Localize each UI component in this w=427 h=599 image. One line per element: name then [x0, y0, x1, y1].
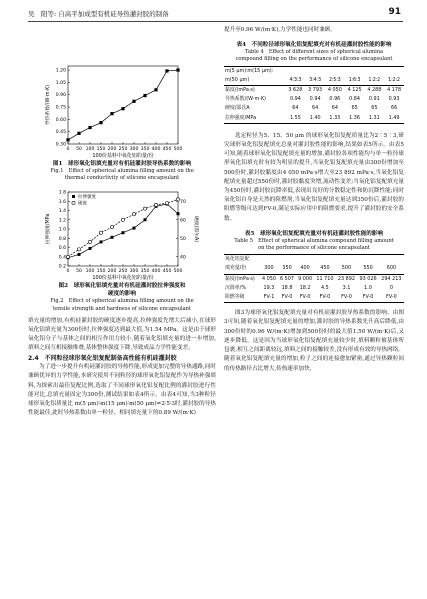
hardness-point	[99, 232, 102, 235]
fig1-caption-en-1: Fig.1 Effect of spherical alumina filling amount on the	[50, 168, 194, 174]
table-cell: 18.2	[299, 284, 311, 291]
x-tick-label: 150	[96, 147, 106, 152]
data-point	[121, 107, 124, 110]
table-cell: 4 125	[347, 87, 362, 94]
y-tick-label: 0.90	[55, 93, 66, 99]
x-tick-label: 450	[162, 147, 172, 152]
x-tick-label: 200	[107, 147, 117, 152]
y-tick-label: 0.60	[55, 117, 66, 123]
legend-marker-tensile	[72, 195, 75, 198]
tensile-point	[111, 236, 114, 239]
table5-title-cn: 表5 球形氧化铝复配填充量对有机硅灌封胶性能的影响	[244, 230, 384, 237]
hardness-point	[165, 202, 168, 205]
data-point	[99, 121, 102, 124]
x-tick-label: 100	[85, 147, 95, 152]
tensile-point	[122, 232, 125, 235]
table-cell: 19.3	[263, 284, 275, 291]
plot-frame	[68, 66, 178, 144]
figure-2-chart	[28, 186, 216, 282]
x-tick-label: 350	[140, 269, 150, 275]
table4-col: 1∶6∶3	[345, 76, 365, 86]
x-tick-label: 50	[76, 147, 82, 152]
hardness-point	[77, 248, 80, 251]
table-cell: 11 710	[316, 275, 334, 282]
table-5	[224, 254, 404, 303]
fig2-caption-en-2: tensile strength and hardness of silicone encapsulant	[52, 305, 192, 312]
right-column	[224, 26, 404, 374]
x-tick-label: 0	[66, 147, 70, 152]
data-point	[176, 69, 179, 72]
fig2-caption-cn-1: 图2 球形氧化铝填充量对有机硅灌封胶拉伸强度和	[58, 283, 186, 290]
table-4	[224, 66, 404, 124]
table-row	[224, 86, 404, 96]
left-paragraph-1: 填充量的增加,有机硅灌封胶的硬度逐步提高,拉伸强度先增大后减小,在球形氧化铝填充量为300份时,拉伸强度达到最大值,为1.54 MPa。这是由于球形氧化铝分子与基体之间的相互作用力较小,随着氧化铝填充量的进一步增加,填料之间互相接触堆叠,基体整体强度下降,导致成品力学性能变差。	[28, 317, 216, 352]
table-cell: 0.94	[289, 96, 301, 103]
table-cell: 9 000	[298, 275, 313, 282]
tensile-line	[68, 204, 178, 258]
table-cell: 0.96	[329, 96, 341, 103]
y-right-tick-label: 60	[180, 218, 186, 224]
table-cell: 1.55	[289, 114, 301, 121]
right-paragraph-bottom: 图3为球形氧化铝复配填充量对有机硅灌封胶导热系数的影响。由图3可知,随着氧化铝复配填充量的增加,灌封胶的导热系数先升高后降低,由300份时的0.96 W/(m·K)增加到500份时的最大值1.50 W/(m·K)后,又逐步降低。这是因为当球形氧化铝复配填充量较少时,填料颗粒被基体所包裹,相互之间距离较远,填料之间的接触较差,没有形成有效的导热网络。随着氧化铝复配填充量的增加,粒子之间的连接愈加紧密,通过导热颗粒间的传热路径占比增大,传热速率加快,	[224, 310, 404, 372]
section-heading-2-4: 2.4 不同粒径球形氧化铝复配制备高性能有机硅灌封胶	[28, 354, 177, 362]
table-cell: 0.84	[349, 96, 361, 103]
table-cell: 64	[331, 105, 338, 112]
table4-row-label: 拉伸强度/MPa	[225, 114, 257, 121]
y-left-axis-label: 拉伸强度/MPa	[46, 214, 51, 245]
hardness-point	[176, 198, 179, 201]
hardness-point	[121, 219, 124, 222]
table-cell: 0	[389, 284, 393, 291]
table-cell: 294 213	[381, 275, 402, 282]
data-point	[143, 94, 146, 97]
table-row	[224, 284, 404, 293]
y-tick-label: 1.05	[55, 80, 66, 86]
table4-title-en-1: Table 4 Effect of different sizes of spherical alumina	[244, 49, 384, 56]
table5-head-2: 填充量/份	[224, 264, 260, 274]
right-paragraph-mid: 选定粒径为5、15、50 μm 的球形氧化铝复配质量比为2∶5∶3,研究球形氧化铝复配填充总量对灌封胶性能的影响,结果如表5所示。由表5可知,随着球形氧化铝复配填充量的增加,灌封胶各项性能均与单一粒径球形氧化铝填充时有较为明显的提升,当氧化铝复配填充量由300份增加至500份时,灌封胶黏度由4 050 mPa·s增大至23 892 mPa·s,当氧化铝复配填充量超过550份时,灌封胶黏度突增,流动性变差;当氧化铝复配填充量为450份时,灌封胶沉降率低,表现出良好的分散稳定性和防沉降性能;同时氧化铝自身是天然的阻燃剂,当氧化铝复配填充量达到350份后,灌封胶的阻燃等级可达到FV-0,满足实际应用中的阻燃要求,提升了灌封胶的安全系数。	[224, 132, 404, 222]
x-tick-label: 200	[107, 269, 117, 275]
fig2-caption-cn-2: 硬度的影响	[108, 291, 136, 298]
y-left-tick-label: 1.4	[58, 209, 66, 215]
table-row	[224, 293, 404, 303]
table-cell: 64	[292, 105, 299, 112]
table-cell: FV-1	[263, 294, 275, 301]
table-cell: FV-0	[362, 294, 374, 301]
table4-row-label: 导热系数/(W·m·K)	[225, 96, 266, 103]
x-tick-label: 500	[173, 147, 183, 152]
table-cell: 4 288	[367, 87, 382, 94]
x-tick-label: 300	[129, 269, 139, 275]
hardness-point	[132, 213, 135, 216]
data-point	[132, 100, 135, 103]
y-left-tick-label: 1.0	[58, 227, 66, 233]
data-point	[88, 126, 91, 129]
table5-col: 550	[357, 264, 379, 274]
table4-col: 1∶2∶2	[364, 76, 384, 86]
table-cell: 65	[351, 105, 358, 112]
left-column	[28, 60, 216, 418]
y-tick-label: 1.20	[55, 68, 66, 74]
hardness-line	[68, 200, 178, 257]
x-tick-label: 100	[85, 269, 95, 275]
table5-title-en-2: on the performance of silicone encapsulant	[258, 245, 370, 252]
hardness-point	[154, 204, 157, 207]
table-cell: 66	[390, 105, 398, 112]
y-right-axis-label: 硬度(邵尔A)	[193, 216, 198, 243]
table-cell: 3.1	[342, 284, 351, 291]
y-right-tick-label: 40	[180, 255, 186, 261]
tensile-point	[133, 227, 136, 230]
table-cell: 65	[371, 105, 378, 112]
x-tick-label: 300	[129, 147, 139, 152]
x-tick-label: 0	[66, 269, 70, 275]
data-point	[154, 88, 157, 91]
fig2-caption-en-1: Fig.2 Effect of spherical alumina filling amount on the	[50, 298, 194, 305]
x-axis-label: 100份基料中氧化铝的量/份	[92, 153, 154, 159]
table4-col: 3∶4∶3	[305, 76, 325, 86]
series-line	[68, 70, 178, 140]
tensile-point	[89, 247, 92, 250]
table-cell: 4 050	[327, 87, 342, 94]
legend-label-tensile: 拉伸强度	[78, 195, 96, 201]
fig1-caption-en-2: thermal conductivity of silicone encapsulant	[64, 175, 180, 182]
table5-col: 350	[278, 264, 296, 274]
table5-row-label: 沉降率/%	[225, 284, 246, 291]
hardness-point	[110, 226, 113, 229]
table4-col: 2∶5∶3	[325, 76, 345, 86]
figure-1-chart	[28, 60, 216, 160]
table4-head-2: m(50 μm)	[224, 76, 286, 86]
y-left-tick-label: 1.6	[58, 200, 66, 206]
x-tick-label: 500	[173, 269, 183, 275]
table5-row-label: 黏度/(mPa·s)	[225, 275, 255, 282]
table-cell: 1.0	[364, 284, 372, 291]
x-tick-label: 150	[96, 269, 106, 275]
x-tick-label: 250	[118, 147, 128, 152]
y-left-tick-label: 0.4	[58, 255, 66, 261]
table-cell: 1.33	[329, 114, 341, 121]
table-row	[224, 104, 404, 113]
table-cell: 93 026	[359, 275, 377, 282]
table-cell: 1.49	[388, 114, 400, 121]
y-left-tick-label: 1.2	[58, 218, 66, 224]
table-cell: 64	[312, 105, 319, 112]
table-cell: 4 178	[387, 87, 402, 94]
table-cell: FV-0	[281, 294, 293, 301]
right-paragraph-top: 提升至0.96 W/(m·K),力学性能也同时兼顾。	[224, 27, 336, 33]
tensile-point	[144, 219, 147, 222]
table-row	[224, 114, 404, 124]
table-row	[224, 95, 404, 104]
table-cell: 1.31	[368, 114, 380, 121]
running-title: 吴 阳等: 自高平加成型有机硅导热灌封胶的制备	[28, 10, 169, 18]
y-left-tick-label: 0.8	[58, 237, 66, 243]
table4-row-label: 硬度/邵氏A	[225, 105, 250, 112]
legend-label-hardness: 硬度	[78, 201, 87, 207]
page-number: 91	[388, 7, 401, 17]
x-tick-label: 50	[76, 269, 82, 275]
table4-row-label: 黏度/(mPa·s)	[225, 87, 255, 94]
x-tick-label: 350	[140, 147, 150, 152]
table4-title-en-2: compound filling on the performance of silicone encapsulant	[235, 56, 393, 63]
table-cell: 1.36	[349, 114, 361, 121]
y-tick-label: 0.30	[55, 142, 66, 148]
table-cell: FV-0	[386, 294, 397, 301]
y-right-tick-label: 50	[180, 237, 186, 243]
data-point	[165, 69, 168, 72]
table-cell: 0.93	[388, 96, 400, 103]
hardness-point	[88, 241, 91, 244]
table4-title-cn: 表4 不同粒径球形氧化铝复配填充对有机硅灌封胶性能的影响	[236, 42, 392, 49]
table4-col: 1∶2∶2	[384, 76, 404, 86]
x-tick-label: 400	[151, 269, 161, 275]
table-cell: 6 507	[280, 275, 295, 282]
table-cell: 0.94	[309, 96, 321, 103]
x-tick-label: 400	[151, 147, 161, 152]
y-axis-label: 导热系数/(W·m·K)	[46, 84, 51, 126]
y-left-tick-label: 0.6	[58, 246, 66, 252]
legend-marker-hardness	[72, 202, 75, 205]
table4-head-1: m(5 μm)∶m(15 μm)∶	[225, 67, 273, 74]
y-tick-label: 0.45	[55, 130, 66, 136]
tensile-point	[100, 241, 103, 244]
table-cell: 0.91	[368, 96, 380, 103]
table5-col: 450	[314, 264, 336, 274]
table5-col: 500	[336, 264, 358, 274]
table-cell: 4 050	[261, 275, 276, 282]
table5-title-en-1: Table 5 Effect of spherical alumina compound filling amount	[234, 237, 394, 244]
y-right-tick-label: 70	[180, 200, 186, 206]
x-tick-label: 450	[162, 269, 172, 275]
table-cell: 3 628	[288, 87, 303, 94]
table5-col: 300	[260, 264, 278, 274]
data-point	[110, 112, 113, 115]
table-cell: FV-0	[341, 294, 352, 301]
table-cell: 1.40	[309, 114, 321, 121]
x-axis-label: 100份基料中氧化铝的量/份	[92, 275, 154, 282]
tensile-point	[78, 253, 81, 256]
y-left-tick-label: 1.8	[58, 190, 66, 196]
table5-col: 400	[296, 264, 314, 274]
table-cell: 4.5	[321, 284, 329, 291]
table-cell: 23 892	[337, 275, 356, 282]
table5-head-1: 氧化铝复配	[225, 256, 250, 263]
y-left-tick-label: 0.2	[58, 264, 66, 270]
hardness-point	[143, 207, 146, 210]
tensile-point	[177, 213, 180, 216]
table5-col: 600	[379, 264, 404, 274]
left-paragraph-2: 为了进一步提升有机硅灌封胶的导热性能,形成更加完整的导热通路,同时兼顾优异的力学性能,本研究使用不同粒径的球形氧化铝复配作为导热补强填料,为探索出最佳复配比例,选取了不同球形氧化铝复配比例的灌封胶进行性能对比,总填充量固定为300份,测试结果如表4所示。由表4可知,当3种粒径球形氧化铝质量比 m(5 μm)∶m(15 μm)∶m(50 μm)=2∶5∶3时,灌封胶的导热性能最佳,此时导热系数由单一粒径、相同填充量下的0.89 W/(m·K)	[28, 364, 216, 417]
data-point	[77, 132, 80, 135]
table5-row-label: 阻燃等级	[225, 294, 245, 301]
fig1-caption-cn: 图1 球形氧化铝填充量对有机硅灌封胶导热系数的影响	[52, 161, 192, 167]
data-point	[66, 138, 69, 141]
x-tick-label: 250	[118, 269, 128, 275]
table-row	[224, 274, 404, 284]
table-cell: FV-0	[319, 294, 331, 301]
table-cell: 18.8	[281, 284, 293, 291]
running-header	[28, 7, 403, 22]
hardness-point	[66, 256, 69, 259]
table-cell: 3 793	[308, 87, 323, 94]
y-tick-label: 0.75	[55, 105, 66, 111]
table4-col: 4∶3∶3	[286, 76, 306, 86]
table-cell: FV-0	[299, 294, 311, 301]
